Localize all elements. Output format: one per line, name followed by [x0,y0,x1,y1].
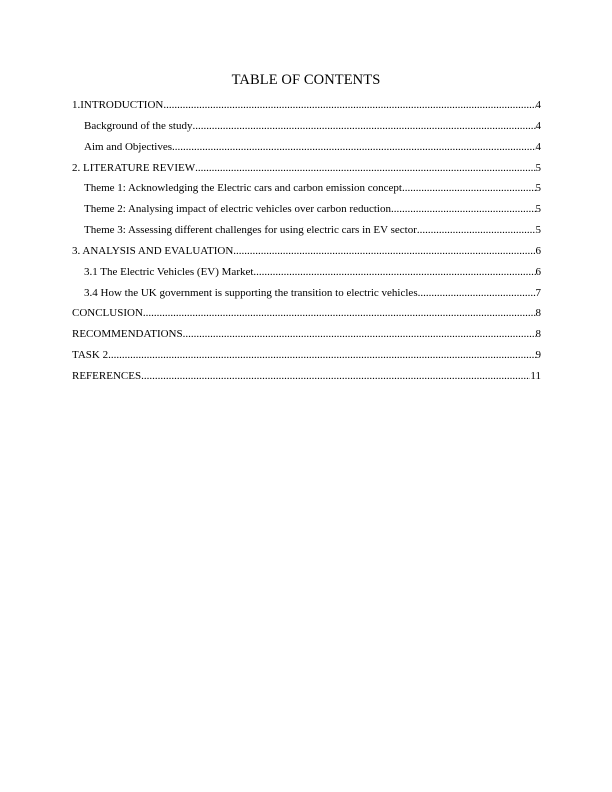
toc-dot-leader [141,368,530,384]
toc-entry-uk-government[interactable] [72,285,541,306]
toc-entry-label: Background of the study [84,119,193,132]
toc-page-number: 5 [535,224,541,237]
toc-entry-conclusion[interactable] [72,305,541,326]
toc-entry-label: 3.1 The Electric Vehicles (EV) Market [84,265,254,278]
toc-page-number: 11 [530,369,541,382]
toc-entry-aim-objectives[interactable] [72,139,541,160]
toc-entry-label: REFERENCES [72,369,142,382]
toc-entry-literature-review[interactable] [72,160,541,181]
toc-entry-label: RECOMMENDATIONS [72,328,183,341]
toc-page-number: 5 [535,182,541,195]
toc-entry-analysis-evaluation[interactable] [72,243,541,264]
toc-entry-label: 1.INTRODUCTION [72,99,164,111]
toc-entry-label: TASK 2 [72,349,109,362]
toc-dot-leader [253,264,535,280]
toc-page-number: 7 [535,286,541,299]
toc-page-number: 5 [535,203,541,216]
toc-page-number: 4 [535,119,541,132]
toc-entry-label: Theme 3: Assessing different challenges for using electric cars in EV sector [84,224,417,237]
toc-entry-label: CONCLUSION [72,307,143,320]
toc-page-number: 8 [535,307,541,320]
toc-entry-background[interactable] [72,118,541,139]
toc-page-number: 5 [535,161,541,174]
toc-dot-leader [418,285,536,301]
toc-entry-label: 3. ANALYSIS AND EVALUATION [72,244,234,257]
toc-page-number: 6 [535,244,541,257]
toc-page-number: 8 [535,328,541,341]
toc-entry-label: 3.4 How the UK government is supporting the transition to electric vehicles [84,286,418,299]
toc-dot-leader [172,139,536,155]
toc-dot-leader [163,97,535,113]
toc-entry-theme-3[interactable] [72,222,541,243]
toc-entry-label: Aim and Objectives [84,140,172,153]
toc-page-number: 4 [535,99,541,111]
toc-entry-introduction[interactable] [72,97,541,118]
table-of-contents [72,97,541,389]
toc-dot-leader [233,243,535,259]
toc-entry-theme-2[interactable] [72,201,541,222]
toc-page-number: 9 [535,349,541,362]
toc-entry-label: Theme 1: Acknowledging the Electric cars and carbon emission concept [84,182,402,195]
toc-dot-leader [417,222,536,238]
toc-entry-references[interactable] [72,368,541,389]
toc-entry-label: 2. LITERATURE REVIEW [72,161,196,174]
toc-dot-leader [108,347,535,363]
toc-dot-leader [391,201,536,217]
toc-page-number: 6 [535,265,541,278]
toc-dot-leader [402,180,536,196]
toc-dot-leader [183,326,536,342]
toc-entry-recommendations[interactable] [72,326,541,347]
toc-page-number: 4 [535,140,541,153]
toc-heading: TABLE OF CONTENTS [231,72,381,88]
toc-dot-leader [192,118,535,134]
toc-dot-leader [195,160,535,176]
toc-entry-task-2[interactable] [72,347,541,368]
toc-entry-theme-1[interactable] [72,180,541,201]
toc-entry-ev-market[interactable] [72,264,541,285]
toc-dot-leader [143,305,536,321]
toc-entry-label: Theme 2: Analysing impact of electric vehicles over carbon reduction [84,203,391,216]
